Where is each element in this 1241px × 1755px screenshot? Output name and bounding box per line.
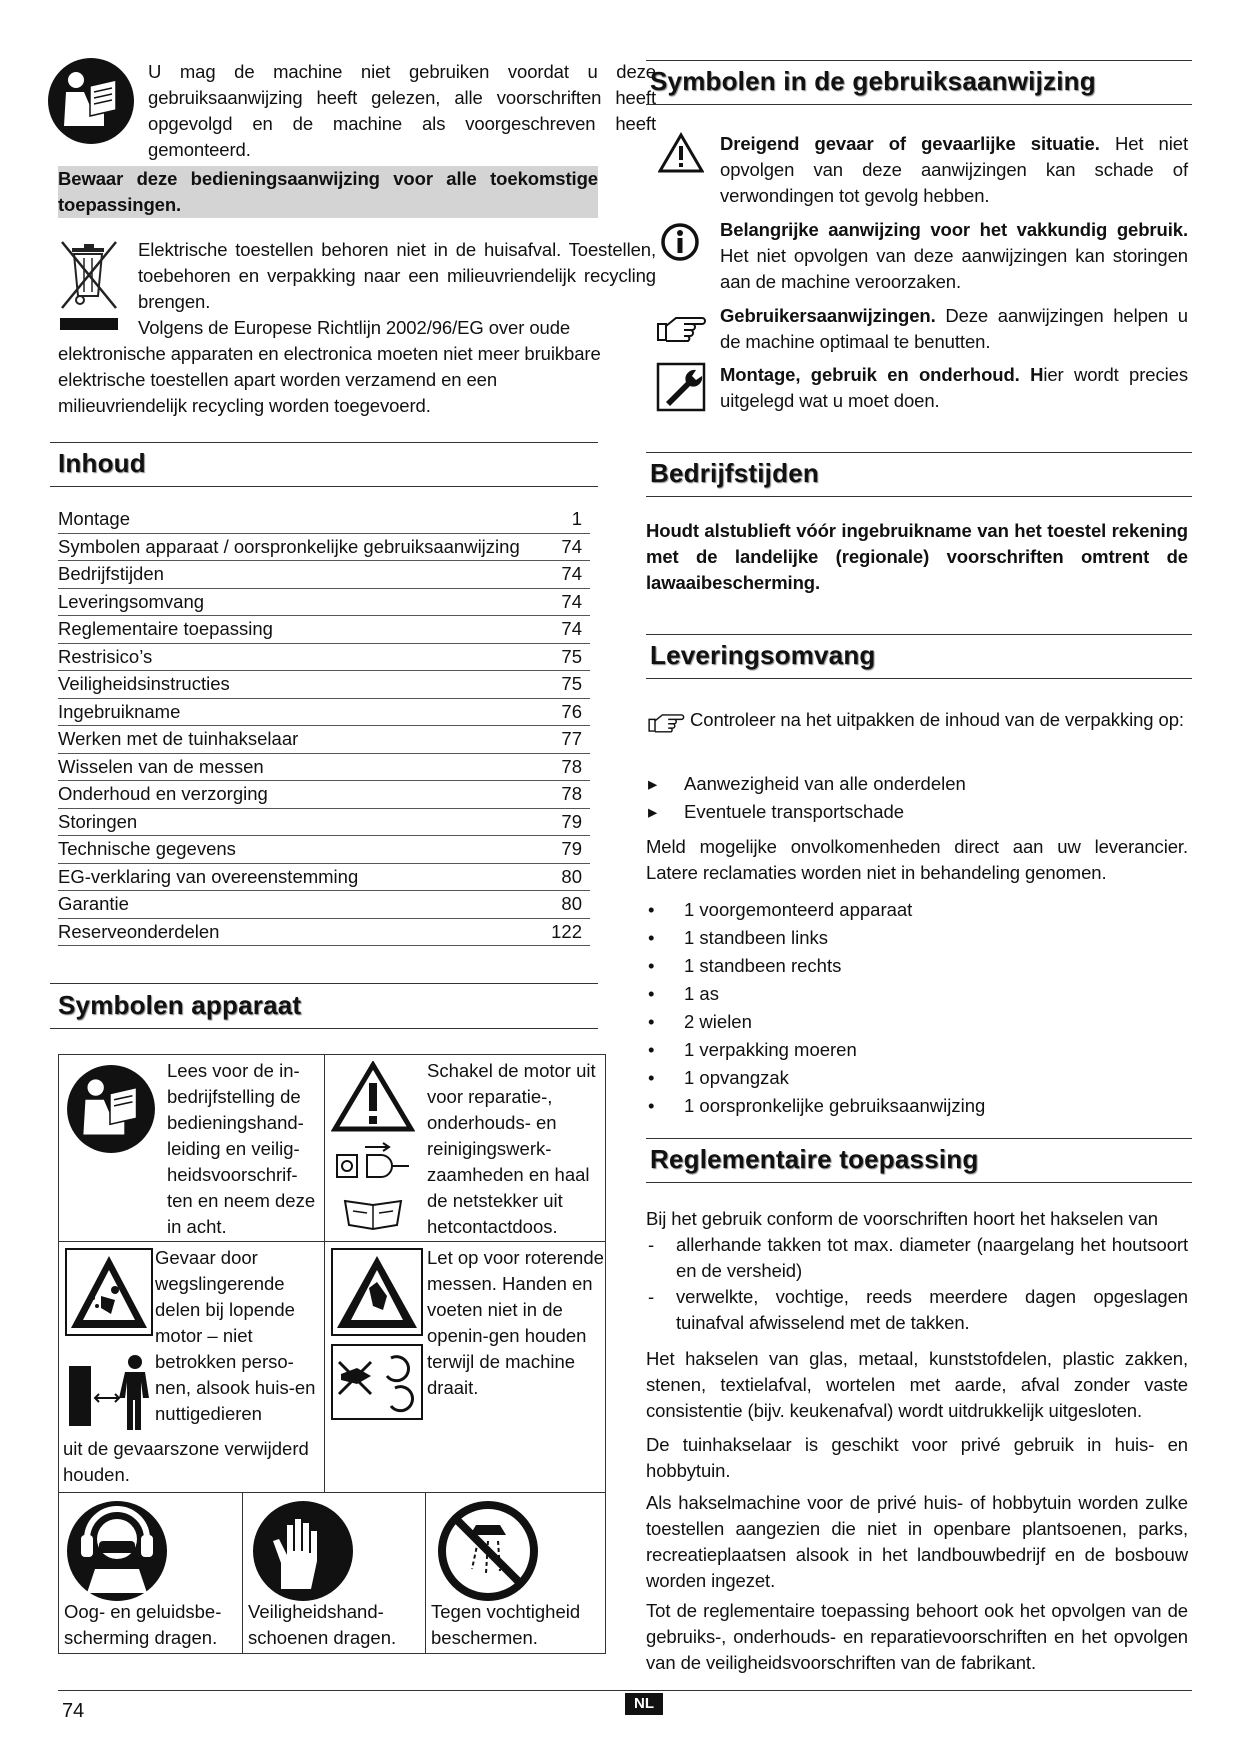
toc-row [58, 781, 590, 809]
toc-label: Bedrijfstijden [58, 563, 164, 584]
symbol-cell-eye-ear [58, 1492, 243, 1654]
rule [50, 442, 598, 443]
toc-row [58, 836, 590, 864]
toc-label: Storingen [58, 810, 138, 832]
danger-text: Het niet opvolgen van deze aanwijzingen kan schade of verwondingen tot gevolg hebben. [720, 133, 1188, 206]
bullet-marker: ▸ [648, 773, 658, 794]
manual-book-icon [339, 1195, 409, 1231]
toc-page: 80 [561, 893, 582, 914]
safety-gloves-icon [251, 1499, 355, 1603]
danger-bold: Dreigend gevaar of gevaarlijke situatie. [720, 133, 1100, 154]
toc-row [58, 561, 590, 589]
rotating-blades-warning-icon [331, 1248, 423, 1336]
toc-row [58, 809, 590, 837]
toc-title: Inhoud [58, 448, 146, 478]
toc-label: EG-verklaring van overeenstemming [58, 865, 359, 887]
mounting-text: ier wordt precies uitgelegd wat u moet doen. [720, 364, 1188, 411]
toc-page: 76 [561, 700, 582, 722]
toc-label: Technische gegevens [58, 838, 236, 859]
symbol-text: uit de gevaarszone verwijderd houden. [63, 1438, 309, 1485]
symbol-text: Schakel de motor uit voor reparatie-, onderhouds- en reinigingswerk-zaamheden en haal de netstekker uit hetcontactdoos. [427, 1060, 596, 1237]
toc-page: 74 [561, 563, 582, 584]
intended-use-dash-list [646, 1232, 1188, 1336]
toc-page: 74 [561, 618, 582, 639]
weee-text: Elektrische toestellen behoren niet in de huisafval. Toestellen, toebehoren en verpakking naar een milieuvriendelijk recycling brengen. [138, 239, 656, 312]
intended-use-p1: Het hakselen van glas, metaal, kunststofdelen, plastic zakken, stenen, textielafval, wortelen met aarde, afval zonder vaste consistentie (bijv. keukenafval) wordt uitdrukkelijk uitgesloten. [646, 1348, 1188, 1421]
keep-notice: Bewaar deze bedieningsaanwijzing voor alle toekomstige toepassingen. [58, 166, 598, 218]
bullet-marker: • [648, 1095, 655, 1116]
pointing-hand-icon [646, 712, 686, 734]
unplug-icon [335, 1141, 411, 1185]
info-text: Het niet opvolgen van deze aanwijzingen kan storingen aan de machine veroorzaken. [720, 245, 1188, 292]
list-item [646, 798, 1192, 826]
mounting-bold: Montage, gebruik en onderhoud. H [720, 364, 1044, 385]
bullet-marker: • [648, 927, 655, 948]
bullet-marker: • [648, 983, 655, 1004]
manual-symbols-title: Symbolen in de gebruiksaanwijzing [650, 66, 1096, 96]
list-item-text: 1 standbeen rechts [684, 955, 842, 976]
toc-row [58, 699, 590, 727]
rule [646, 452, 1192, 453]
list-item [646, 770, 1192, 798]
dash-item [646, 1232, 1188, 1284]
list-item [646, 1008, 1192, 1036]
bullet-marker: • [648, 955, 655, 976]
intended-use-title: Reglementaire toepassing [650, 1144, 979, 1174]
symbol-cell-moisture [425, 1492, 606, 1654]
toc-label: Symbolen apparaat / oorspronkelijke gebruiksaanwijzing [58, 535, 520, 557]
symbol-text: Veiligheidshand-schoenen dragen. [248, 1601, 397, 1648]
rule [646, 678, 1192, 679]
toc-row [58, 644, 590, 672]
toc-label: Wisselen van de messen [58, 755, 264, 777]
toc-label: Reglementaire toepassing [58, 618, 273, 639]
delivery-title: Leveringsomvang [650, 640, 876, 670]
pointing-hand-icon [656, 314, 706, 344]
toc-row [58, 891, 590, 919]
bullet-marker: ▸ [648, 801, 658, 822]
symbol-cell-rotating-blades [324, 1241, 606, 1493]
toc-row [58, 919, 590, 947]
toc-label: Montage [58, 508, 130, 529]
list-item-text: Aanwezigheid van alle onderdelen [684, 773, 966, 794]
symbol-cell-read-manual [58, 1054, 325, 1242]
bullet-marker: • [648, 899, 655, 920]
rule [50, 486, 598, 487]
toc-page: 78 [561, 783, 582, 804]
delivery-check-list [646, 770, 1192, 826]
table-of-contents [58, 506, 590, 946]
toc-page: 80 [561, 865, 582, 887]
no-hands-feet-icon [331, 1344, 423, 1420]
intended-use-p4: Tot de reglementaire toepassing behoort ook het opvolgen van de gebruiks-, onderhouds- en reparatievoorschriften en het opvolgen van de veiligheidsvoorschriften van de fabrikant. [646, 1600, 1188, 1673]
info-bold: Belangrijke aanwijzing voor het vakkundig gebruik. [720, 219, 1188, 240]
dash-marker: - [648, 1234, 655, 1255]
symbol-text: Gevaar door wegslingerende delen bij lopende motor – niet betrokken perso-nen, alsook huis-en nuttigedieren [155, 1247, 316, 1424]
list-item-text: 1 verpakking moeren [684, 1039, 857, 1060]
device-symbols-table [58, 1054, 606, 1654]
dash-item [646, 1284, 1188, 1336]
symbol-cell-flying-parts [58, 1241, 325, 1493]
toc-page: 79 [561, 838, 582, 859]
toc-row [58, 616, 590, 644]
rule [646, 1182, 1192, 1183]
toc-page: 75 [561, 673, 582, 694]
list-item [646, 1064, 1192, 1092]
delivery-item-list [646, 896, 1192, 1120]
danger-note [720, 131, 1188, 209]
rule [646, 496, 1192, 497]
intended-use-p3: Als hakselmachine voor de privé huis- of hobbytuin worden zulke toestellen aangezien die niet in openbare plantsoenen, parks, recreatieplaatsen alsook in het landbouwbedrijf en de bosbouw worden ingezet. [646, 1492, 1188, 1591]
toc-label: Ingebruikname [58, 700, 181, 722]
list-item-text: 1 opvangzak [684, 1067, 789, 1088]
intended-use-intro: Bij het gebruik conform de voorschriften hoort het hakselen van [646, 1208, 1158, 1229]
toc-page: 74 [561, 535, 582, 557]
toc-label: Garantie [58, 893, 129, 914]
user-text: Deze aanwijzingen helpen u de machine optimaal te benutten. [720, 305, 1188, 352]
toc-page: 78 [561, 755, 582, 777]
toc-row [58, 864, 590, 892]
toc-page: 122 [551, 920, 582, 942]
page-number: 74 [62, 1700, 85, 1722]
bullet-marker: • [648, 1011, 655, 1032]
warning-triangle-icon [331, 1061, 415, 1133]
list-item [646, 1036, 1192, 1064]
operating-times-title: Bedrijfstijden [650, 458, 819, 488]
toc-page: 74 [561, 590, 582, 612]
rule [50, 983, 598, 984]
symbol-text: Lees voor de in-bedrijfstelling de bedieningshand-leiding en veilig-heidsvoorschrif-ten en neem deze in acht. [167, 1060, 316, 1237]
toc-label: Reserveonderdelen [58, 920, 220, 942]
symbol-text: Let op voor roterende messen. Handen en voeten niet in de openin-gen houden terwijl de machine draait. [427, 1247, 604, 1398]
toc-label: Onderhoud en verzorging [58, 783, 268, 804]
toc-label: Restrisico’s [58, 645, 153, 667]
list-item-text: Eventuele transportschade [684, 801, 905, 822]
toc-label: Leveringsomvang [58, 590, 205, 612]
read-notice: U mag de machine niet gebruiken voordat u deze gebruiksaanwijzing heeft gelezen, alle voorschriften heeft opgevolgd en de machine als voorgeschreven heeft gemonteerd. [148, 61, 656, 160]
dash-marker: - [648, 1286, 655, 1307]
toc-page: 1 [571, 508, 582, 529]
user-bold: Gebruikersaanwijzingen. [720, 305, 936, 326]
keep-distance-icon [67, 1352, 153, 1434]
read-manual-icon [65, 1063, 157, 1155]
no-moisture-icon [436, 1499, 540, 1603]
symbol-cell-gloves [242, 1492, 426, 1654]
list-item-text: 1 as [684, 983, 719, 1004]
dash-text: allerhande takken tot max. diameter (naargelang het houtsoort en de versheid) [676, 1234, 1188, 1281]
toc-row [58, 754, 590, 782]
list-item [646, 952, 1192, 980]
bullet-marker: • [648, 1039, 655, 1060]
info-note [720, 217, 1188, 295]
rule [646, 1138, 1192, 1139]
wrench-icon [656, 362, 706, 412]
list-item-text: 1 standbeen links [684, 927, 828, 948]
symbol-text: Tegen vochtigheid beschermen. [431, 1601, 581, 1648]
mounting-note [720, 362, 1188, 414]
toc-page: 79 [561, 810, 582, 832]
toc-row [58, 589, 590, 617]
list-item-text: 1 oorspronkelijke gebruiksaanwijzing [684, 1095, 986, 1116]
toc-page: 77 [561, 728, 582, 749]
rule [50, 1028, 598, 1029]
footer-rule [58, 1690, 1192, 1691]
toc-page: 75 [561, 645, 582, 667]
list-item [646, 924, 1192, 952]
rule [646, 104, 1192, 105]
toc-row [58, 726, 590, 754]
dash-text: verwelkte, vochtige, reeds meerdere dagen opgeslagen tuinafval afwisselend met de takken. [676, 1286, 1188, 1333]
flying-parts-warning-icon [65, 1248, 153, 1336]
toc-label: Werken met de tuinhakselaar [58, 728, 299, 749]
list-item-text: 1 voorgemonteerd apparaat [684, 899, 913, 920]
list-item [646, 980, 1192, 1008]
info-icon [660, 222, 700, 262]
danger-triangle-icon [658, 132, 704, 174]
weee-directive: Volgens de Europese Richtlijn 2002/96/EG over oude elektronische apparaten en electronica moeten niet meer bruikbare elektrische toestellen apart worden verzamend en een milieuvriendelijk recycling worden toegevoerd. [58, 317, 601, 416]
toc-label: Veiligheidsinstructies [58, 673, 230, 694]
device-symbols-title: Symbolen apparaat [58, 990, 302, 1020]
delivery-note: Meld mogelijke onvolkomenheden direct aan uw leverancier. Latere reclamaties worden niet in behandeling genomen. [646, 836, 1188, 883]
toc-row [58, 671, 590, 699]
eye-ear-protection-icon [65, 1499, 169, 1603]
list-item [646, 896, 1192, 924]
read-manual-icon [46, 56, 136, 146]
rule [646, 634, 1192, 635]
list-item [646, 1092, 1192, 1120]
delivery-check: Controleer na het uitpakken de inhoud van de verpakking op: [690, 709, 1184, 730]
symbol-cell-stop-motor [324, 1054, 606, 1242]
user-note [720, 303, 1188, 355]
intended-use-p2: De tuinhakselaar is geschikt voor privé gebruik in huis- en hobbytuin. [646, 1434, 1188, 1481]
rule [646, 60, 1192, 61]
list-item-text: 2 wielen [684, 1011, 752, 1032]
symbol-text: Oog- en geluidsbe-scherming dragen. [64, 1601, 222, 1648]
toc-row [58, 534, 590, 562]
language-badge: NL [625, 1693, 663, 1715]
bullet-marker: • [648, 1067, 655, 1088]
toc-row [58, 506, 590, 534]
operating-times-text: Houdt alstublieft vóór ingebruikname van het toestel rekening met de landelijke (regionale) voorschriften omtrent de lawaaibescherming. [646, 520, 1188, 593]
